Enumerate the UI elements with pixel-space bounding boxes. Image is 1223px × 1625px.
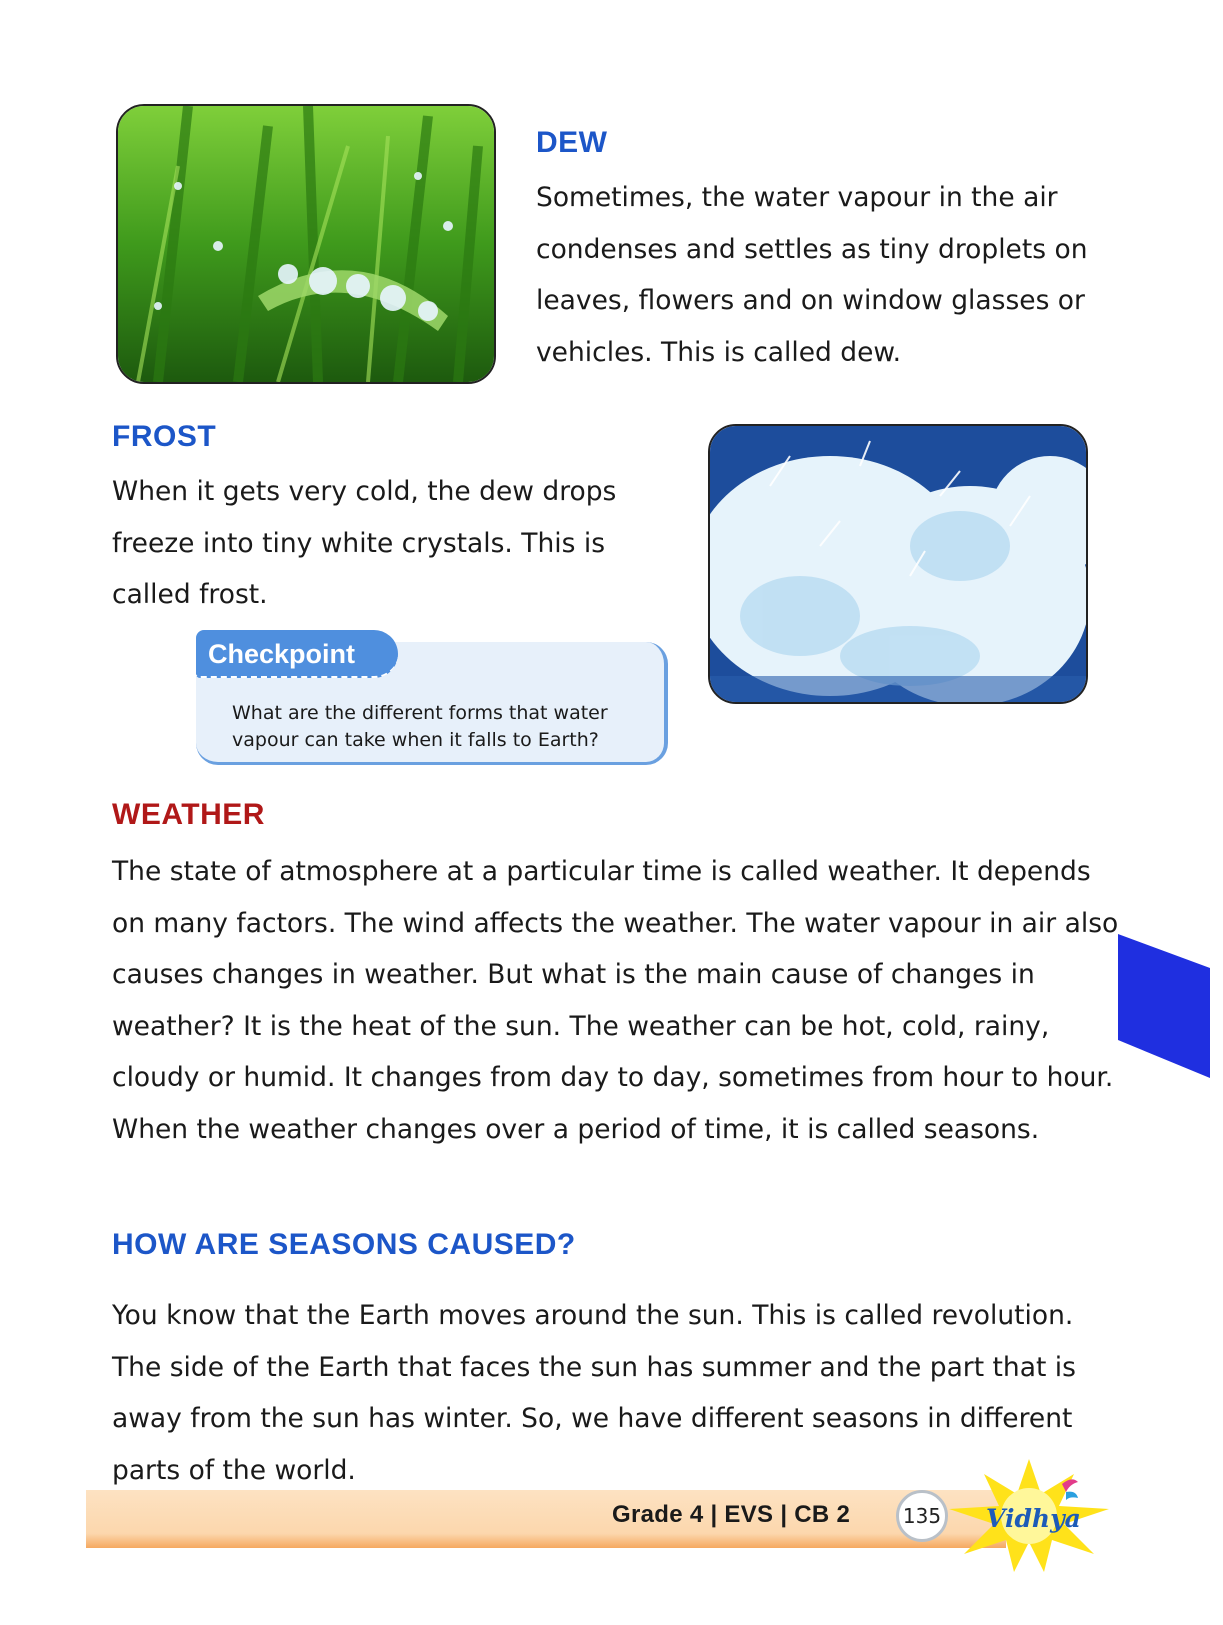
dew-heading: DEW bbox=[536, 126, 608, 159]
footer-label: Grade 4 | EVS | CB 2 bbox=[612, 1501, 851, 1528]
checkpoint-question: What are the different forms that water vapour can take when it falls to Earth? bbox=[232, 702, 608, 751]
frost-paragraph: When it gets very cold, the dew drops freeze into tiny white crystals. This is called frost. bbox=[112, 476, 617, 610]
checkpoint-box bbox=[196, 630, 680, 764]
checkpoint-label: Checkpoint bbox=[196, 630, 398, 678]
seasons-heading: HOW ARE SEASONS CAUSED? bbox=[112, 1228, 576, 1261]
page-number: 135 bbox=[896, 1490, 948, 1542]
frost-heading: FROST bbox=[112, 420, 217, 453]
dew-paragraph: Sometimes, the water vapour in the air condenses and settles as tiny droplets on leaves, flowers and on window glasses or vehicles. This is called dew. bbox=[536, 182, 1088, 368]
frost-photo bbox=[708, 424, 1088, 704]
dew-photo bbox=[116, 104, 496, 384]
logo-wordmark: Vidhya bbox=[986, 1504, 1081, 1533]
seasons-paragraph: You know that the Earth moves around the sun. This is called revolution. The side of the Earth that faces the sun has summer and the part that is away from the sun has winter. So, we have different seasons in different parts of the world. bbox=[112, 1300, 1076, 1486]
weather-paragraph: The state of atmosphere at a particular time is called weather. It depends on many factors. The wind affects the weather. The water vapour in air also causes changes in weather. But what is the main cause of changes in weather? It is the heat of the sun. The weather can be hot, cold, rainy, cloudy or humid. It changes from day to day, sometimes from hour to hour. When the weather changes over a period of time, it is called seasons. bbox=[112, 856, 1119, 1145]
side-tab-marker bbox=[1118, 934, 1210, 1078]
footer-band bbox=[86, 1490, 1006, 1548]
weather-heading: WEATHER bbox=[112, 798, 265, 831]
